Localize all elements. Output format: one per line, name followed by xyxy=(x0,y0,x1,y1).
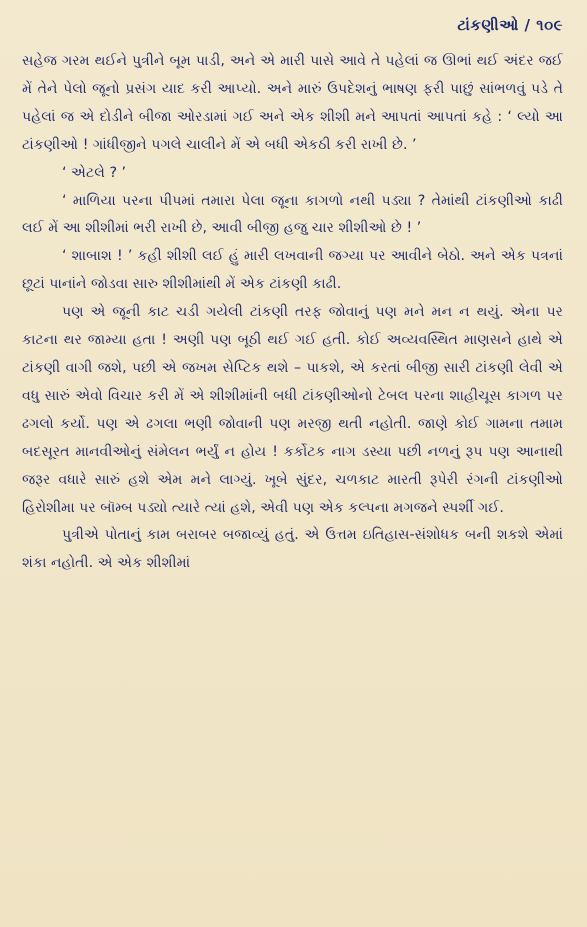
page-body xyxy=(22,48,563,578)
paragraph-6: પુત્રીએ પોતાનું કામ બરાબર બજાવ્યું હતું. એ ઉત્તમ ઇતિહાસ-સંશોધક બની શકશે એમાં શંકા નહોતી. એ એક શીશીમાં xyxy=(22,527,563,572)
paragraph-4: ‘ શાબાશ ! ’ કહી શીશી લઈ હું મારી લખવાની જગ્યા પર આવીને બેઠો. અને એક પત્રનાં છૂટાં પાનાંને જોડવા સારુ શીશીમાંથી મેં એક ટાંકણી કાઢી. xyxy=(22,248,563,293)
paragraph-1: સહેજ ગરમ થઈને પુત્રીને બૂમ પાડી, અને એ મારી પાસે આવે તે પહેલાં જ ઊભાં થઈ અંદર જઈ મેં તેને પેલો જૂનો પ્રસંગ યાદ કરી આપ્યો. અને મારું ઉપદેશનું ભાષણ ફરી પાછું સાંભળવું પડે તે પહેલાં જ એ દોડીને બીજા ઓરડામાં ગઈ અને એક શીશી મને આપતાં આપતાં કહે : ‘ લ્યો આ ટાંકણીઓ ! ગાંધીજીને પગલે ચાલીને મેં એ બધી એકઠી કરી રાખી છે. ’ xyxy=(22,53,563,153)
paragraph-2: ‘ એટલે ? ’ xyxy=(62,164,127,181)
paragraph-5: પણ એ જૂની કાટ ચડી ગયેલી ટાંકણી તરફ જોવાનું પણ મને મન ન થયું. એના પર કાટના થર જામ્યા હતા ! અણી પણ બૂઠી થઈ ગઈ હતી. કોઈ અવ્યવસ્થિત માણસને હાથે એ ટાંકણી વાગી જશે, પછી એ જખમ સેપ્ટિક થશે – પાકશે, એ કરતાં બીજી સારી ટાંકણી લેવી એ વધુ સારું એવો વિચાર કરી મેં એ શીશીમાંની બધી ટાંકણીઓનો ટેબલ પરના શાહીચૂસ કાગળ પર ઢગલો કર્યો. પણ એ ઢગલા ભણી જોવાની પણ મરજી થતી નહોતી. જાણે કોઈ ગામના તમામ બદસૂરત માનવીઓનું સંમેલન ભર્યું ન હોય ! કર્કોટક નાગ ડસ્યા પછી નળનું રૂપ પણ આનાથી જરૂર વધારે સારું હશે એમ મને લાગ્યું. ખૂબે સુંદર, ચળકાટ મારતી રૂપેરી રંગની ટાંકણીઓ હિરોશીમા પર બૉમ્બ પડ્યો ત્યારે ત્યાં હશે, એવી પણ એક કલ્પના મગજને સ્પર્શી ગઈ. xyxy=(22,304,563,516)
running-header: ટાંકણીઓ / ૧૦૯ xyxy=(457,16,563,34)
paragraph-3: ‘ માળિયા પરના પીપમાં તમારા પેલા જૂના કાગળો નથી પડ્યા ? તેમાંથી ટાંકણીઓ કાઢી લઈ મેં આ શીશીમાં ભરી રાખી છે, આવી બીજી હજુ ચાર શીશીઓ છે ! ’ xyxy=(22,192,563,237)
